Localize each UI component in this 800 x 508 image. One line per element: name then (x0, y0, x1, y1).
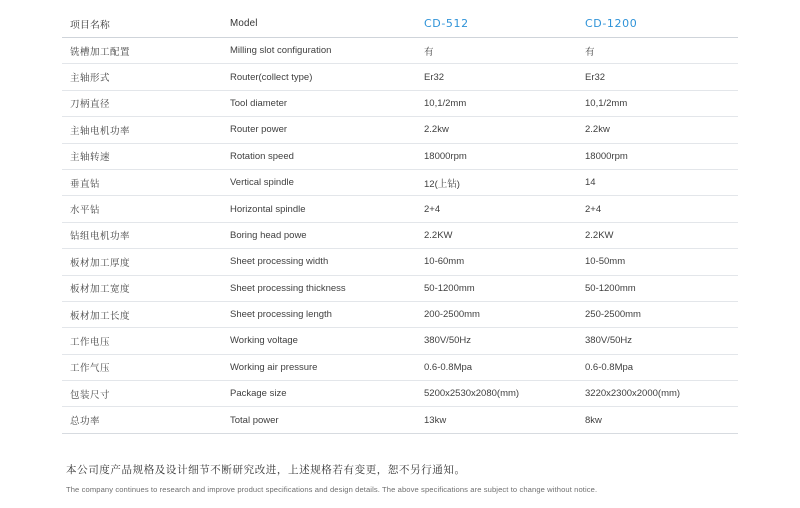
row-value-cd512: 2.2KW (416, 222, 577, 248)
table-row (62, 38, 738, 64)
row-label-cn: 板材加工长度 (62, 301, 222, 327)
row-label-en: Sheet processing thickness (222, 275, 416, 301)
row-label-cn: 板材加工厚度 (62, 249, 222, 275)
column-header-cd512: CD-512 (416, 10, 577, 38)
row-label-cn: 钻组电机功率 (62, 222, 222, 248)
row-value-cd1200: 有 (577, 38, 738, 64)
table-row (62, 354, 738, 380)
row-value-cd512: Er32 (416, 64, 577, 90)
row-label-en: Sheet processing length (222, 301, 416, 327)
row-value-cd512: 0.6-0.8Mpa (416, 354, 577, 380)
row-label-cn: 铣槽加工配置 (62, 38, 222, 64)
table-row (62, 90, 738, 116)
disclaimer-footer (66, 462, 756, 495)
table-row (62, 407, 738, 433)
row-value-cd512: 2.2kw (416, 117, 577, 143)
row-label-cn: 工作气压 (62, 354, 222, 380)
row-label-cn: 水平钻 (62, 196, 222, 222)
row-value-cd512: 10-60mm (416, 249, 577, 275)
row-label-en: Tool diameter (222, 90, 416, 116)
row-value-cd512: 2+4 (416, 196, 577, 222)
row-value-cd512: 200-2500mm (416, 301, 577, 327)
table-row (62, 222, 738, 248)
row-label-en: Sheet processing width (222, 249, 416, 275)
row-label-en: Milling slot configuration (222, 38, 416, 64)
row-label-en: Working air pressure (222, 354, 416, 380)
row-value-cd1200: Er32 (577, 64, 738, 90)
row-label-en: Working voltage (222, 328, 416, 354)
table-body (62, 38, 738, 434)
row-value-cd1200: 250-2500mm (577, 301, 738, 327)
column-header-cd1200: CD-1200 (577, 10, 738, 38)
row-label-en: Router(collect type) (222, 64, 416, 90)
row-label-en: Rotation speed (222, 143, 416, 169)
row-value-cd1200: 2+4 (577, 196, 738, 222)
row-value-cd1200: 380V/50Hz (577, 328, 738, 354)
table-row (62, 143, 738, 169)
row-label-cn: 刀柄直径 (62, 90, 222, 116)
row-label-en: Package size (222, 381, 416, 407)
table-row (62, 117, 738, 143)
table-row (62, 381, 738, 407)
row-label-cn: 板材加工宽度 (62, 275, 222, 301)
row-value-cd512: 10,1/2mm (416, 90, 577, 116)
disclaimer-text-cn: 本公司度产品规格及设计细节不断研究改进，上述规格若有变更，恕不另行通知。 (66, 464, 466, 476)
row-value-cd1200: 3220x2300x2000(mm) (577, 381, 738, 407)
row-value-cd1200: 0.6-0.8Mpa (577, 354, 738, 380)
table-row (62, 169, 738, 195)
column-header-model: Model (222, 10, 416, 38)
row-label-en: Vertical spindle (222, 169, 416, 195)
row-value-cd1200: 8kw (577, 407, 738, 433)
row-label-en: Router power (222, 117, 416, 143)
row-label-cn: 总功率 (62, 407, 222, 433)
row-label-en: Total power (222, 407, 416, 433)
row-value-cd512: 12(上钻) (416, 169, 577, 195)
row-value-cd512: 13kw (416, 407, 577, 433)
row-value-cd1200: 18000rpm (577, 143, 738, 169)
table-row (62, 328, 738, 354)
table-header (62, 10, 738, 38)
row-value-cd1200: 10,1/2mm (577, 90, 738, 116)
row-label-en: Horizontal spindle (222, 196, 416, 222)
row-value-cd1200: 50-1200mm (577, 275, 738, 301)
disclaimer-text-en: The company continues to research and improve product specifications and design details. The above specifications are subject to change without notice. (66, 485, 598, 494)
table-row (62, 275, 738, 301)
row-value-cd512: 有 (416, 38, 577, 64)
row-value-cd512: 18000rpm (416, 143, 577, 169)
row-label-cn: 主轴转速 (62, 143, 222, 169)
row-value-cd512: 5200x2530x2080(mm) (416, 381, 577, 407)
row-label-cn: 垂直钻 (62, 169, 222, 195)
row-value-cd1200: 2.2kw (577, 117, 738, 143)
table-row (62, 64, 738, 90)
table-row (62, 196, 738, 222)
row-value-cd1200: 2.2KW (577, 222, 738, 248)
row-value-cd512: 380V/50Hz (416, 328, 577, 354)
row-label-cn: 主轴电机功率 (62, 117, 222, 143)
row-value-cd1200: 10-50mm (577, 249, 738, 275)
row-label-cn: 工作电压 (62, 328, 222, 354)
row-label-cn: 包装尺寸 (62, 381, 222, 407)
row-label-cn: 主轴形式 (62, 64, 222, 90)
table-header-row (62, 10, 738, 38)
row-label-en: Boring head powe (222, 222, 416, 248)
row-value-cd512: 50-1200mm (416, 275, 577, 301)
table-row (62, 249, 738, 275)
column-header-item-name: 项目名称 (62, 10, 222, 38)
table-row (62, 301, 738, 327)
row-value-cd1200: 14 (577, 169, 738, 195)
specifications-table (62, 10, 738, 434)
